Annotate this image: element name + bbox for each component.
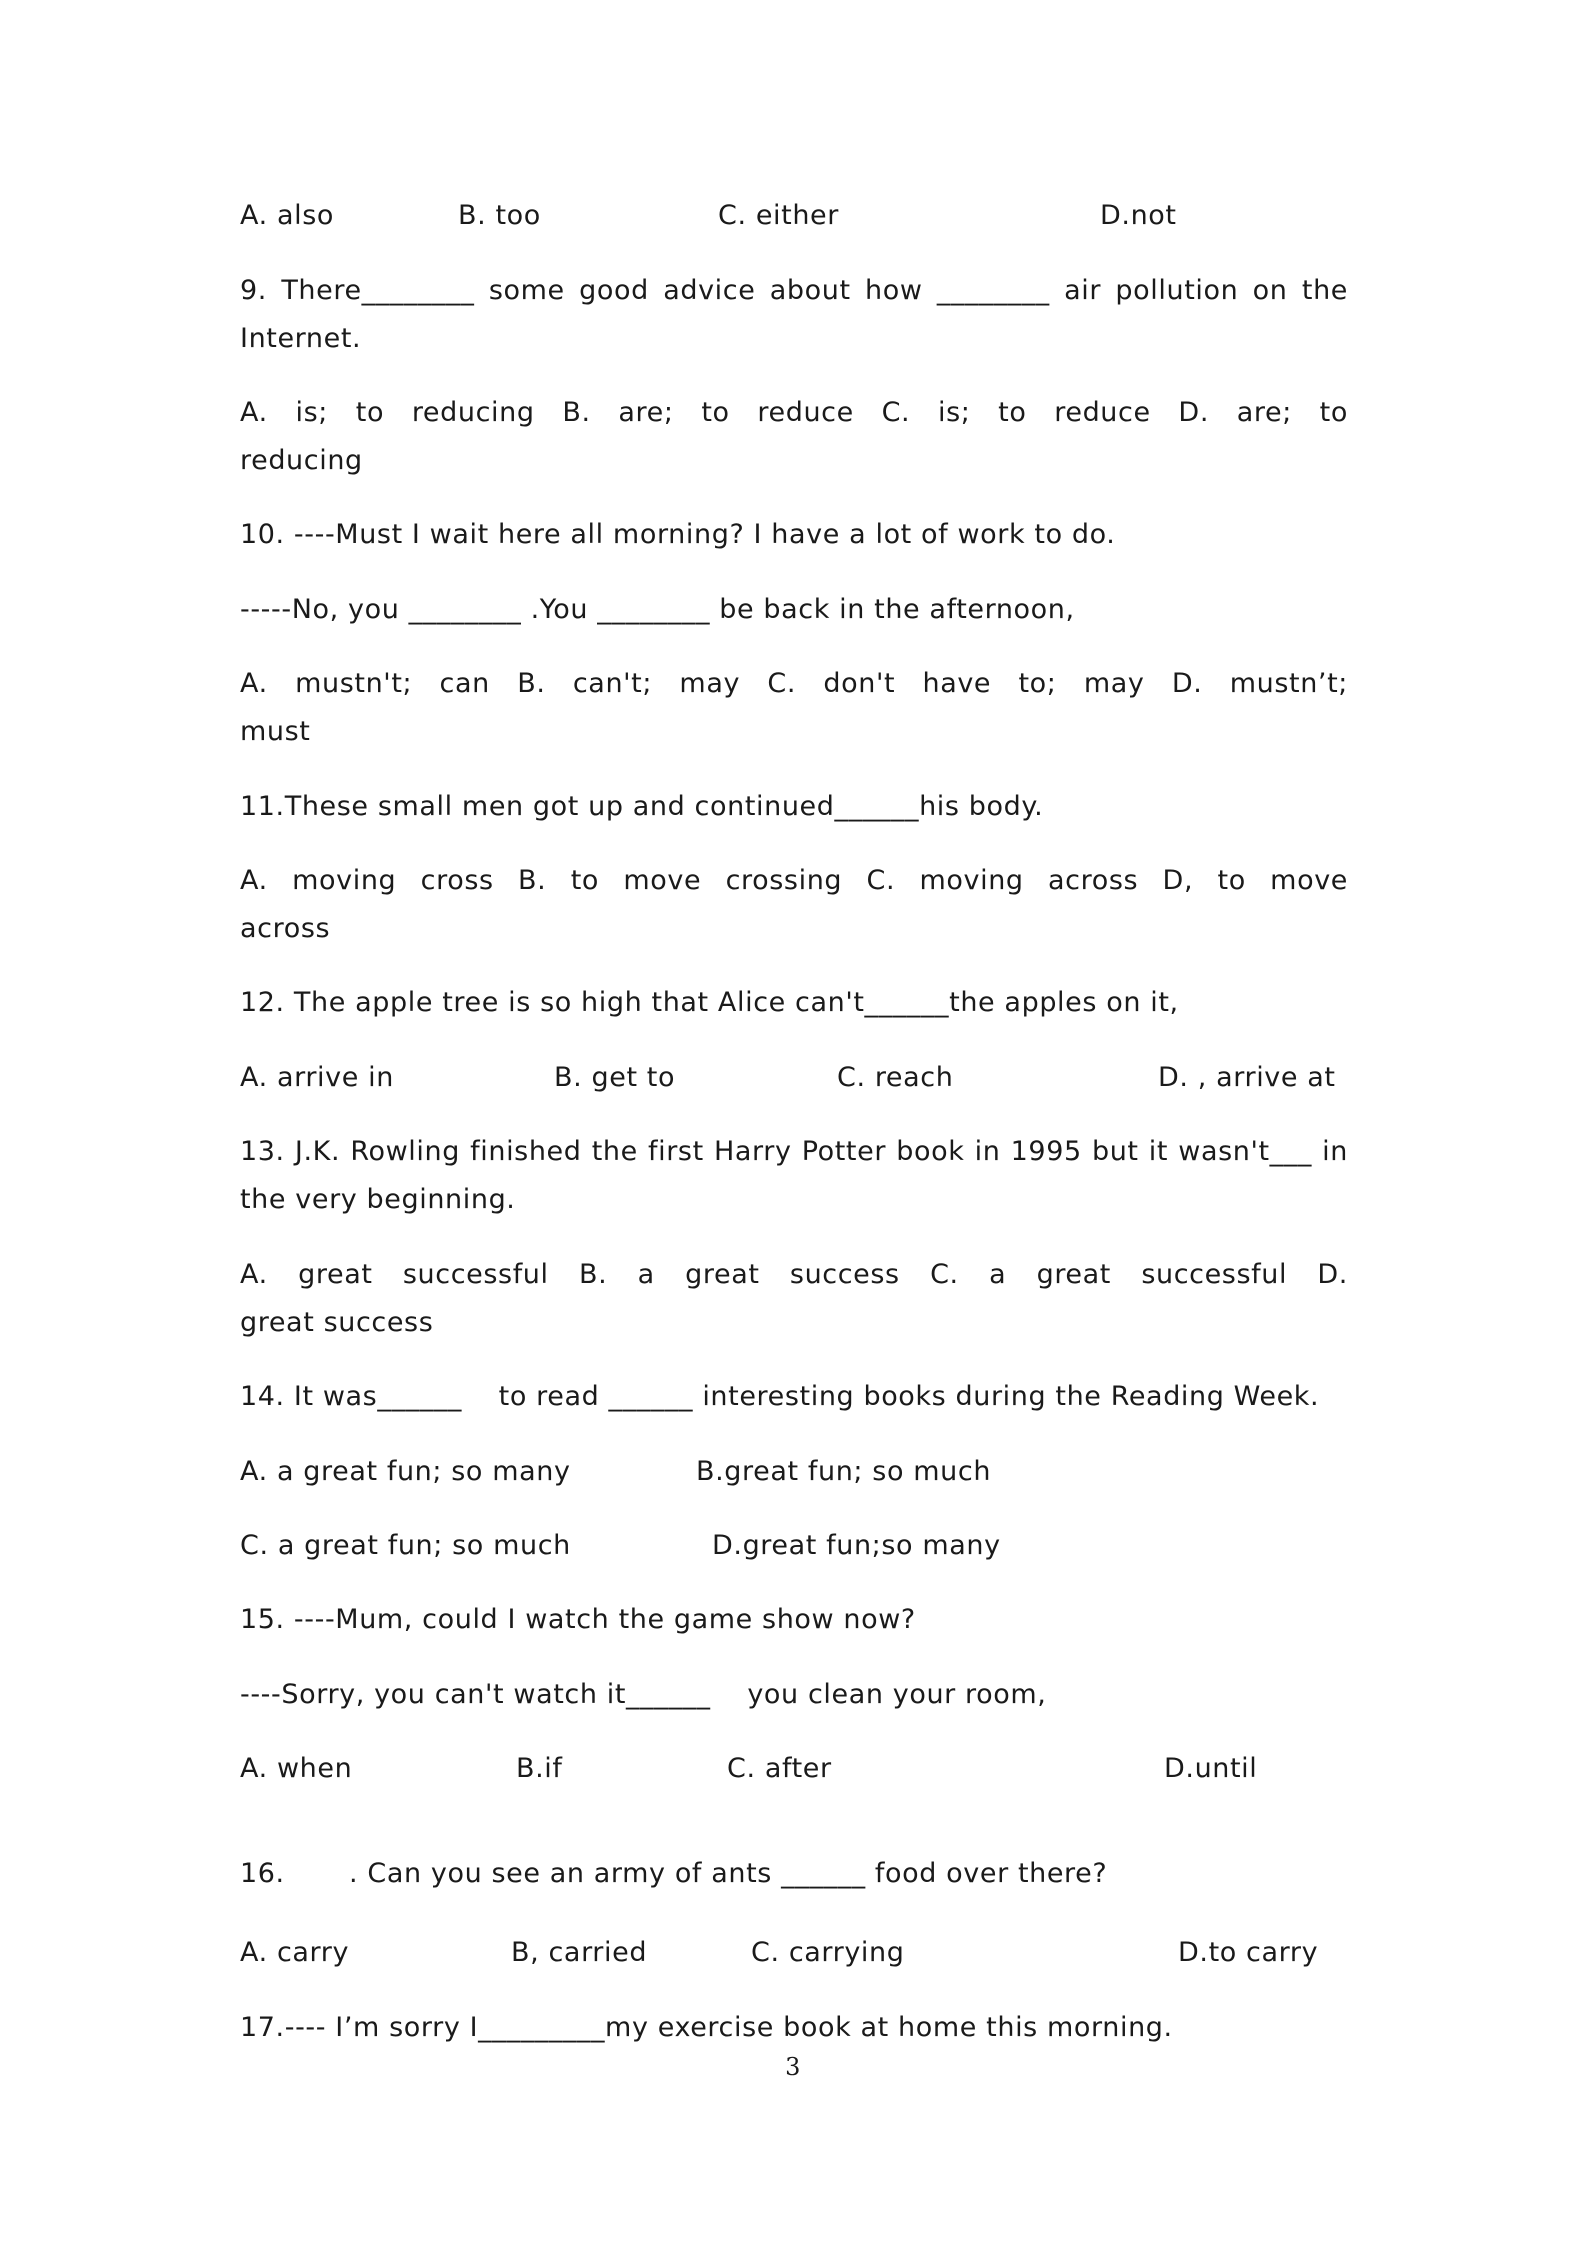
q14-option-c: C. a great fun; so much [240,1530,571,1561]
q16-option-d: D.to carry [1178,1937,1319,1968]
q12-option-d: D. , arrive at [1158,1062,1336,1093]
q12-option-c: C. reach [837,1062,954,1093]
q8-option-c: C. either [718,200,839,231]
q10-options-cont: must [240,716,311,747]
q16-question: 16. . Can you see an army of ants ______ food over there? [240,1858,1108,1889]
q16-option-b: B, carried [511,1937,648,1968]
q13-options: A. great successful B. a great success C. a great successful D. [240,1259,1348,1290]
q17-question: 17.---- I’m sorry I_________my exercise book at home this morning. [240,2012,1173,2043]
q10-question: 10. ----Must I wait here all morning? I have a lot of work to do. [240,519,1116,550]
q14-question: 14. It was______ to read ______ interesting books during the Reading Week. [240,1381,1320,1412]
page-number: 3 [785,2053,801,2081]
q14-options-row2 [240,1522,1348,1570]
q15-options [240,1745,1348,1793]
q9-question: 9. There________ some good advice about how ________ air pollution on the [240,275,1348,306]
q15-question-reply: ----Sorry, you can't watch it______ you clean your room, [240,1679,1047,1710]
q13-options-cont: great success [240,1307,434,1338]
q10-options: A. mustn't; can B. can't; may C. don't have to; may D. mustn’t; [240,668,1348,699]
q8-option-d: D.not [1100,200,1177,231]
q16-options [240,1929,1348,1977]
q11-question: 11.These small men got up and continued______his body. [240,791,1044,822]
q11-options-cont: across [240,913,331,944]
q12-question: 12. The apple tree is so high that Alice can't______the apples on it, [240,987,1179,1018]
q10-question-reply: -----No, you ________ .You ________ be back in the afternoon, [240,594,1075,625]
q11-options: A. moving cross B. to move crossing C. moving across D, to move [240,865,1348,896]
q12-option-a: A. arrive in [240,1062,394,1093]
q8-option-b: B. too [458,200,541,231]
q14-option-a: A. a great fun; so many [240,1456,571,1487]
q14-option-b: B.great fun; so much [696,1456,992,1487]
q13-question-cont: the very beginning. [240,1184,516,1215]
q13-question: 13. J.K. Rowling finished the first Harry Potter book in 1995 but it wasn't___ in [240,1136,1348,1167]
q16-option-a: A. carry [240,1937,350,1968]
q14-option-d: D.great fun;so many [712,1530,1001,1561]
q15-option-b: B.if [516,1753,563,1784]
q9-options-cont: reducing [240,445,363,476]
q14-options-row1 [240,1448,1348,1496]
q15-option-c: C. after [727,1753,832,1784]
q15-option-a: A. when [240,1753,353,1784]
q16-option-c: C. carrying [751,1937,905,1968]
q15-question: 15. ----Mum, could I watch the game show now? [240,1604,916,1635]
q8-options [240,192,1348,240]
q12-options [240,1054,1348,1102]
q8-option-a: A. also [240,200,334,231]
q12-option-b: B. get to [554,1062,676,1093]
q9-options: A. is; to reducing B. are; to reduce C. is; to reduce D. are; to [240,397,1348,428]
q15-option-d: D.until [1164,1753,1258,1784]
q9-question-cont: Internet. [240,323,362,354]
